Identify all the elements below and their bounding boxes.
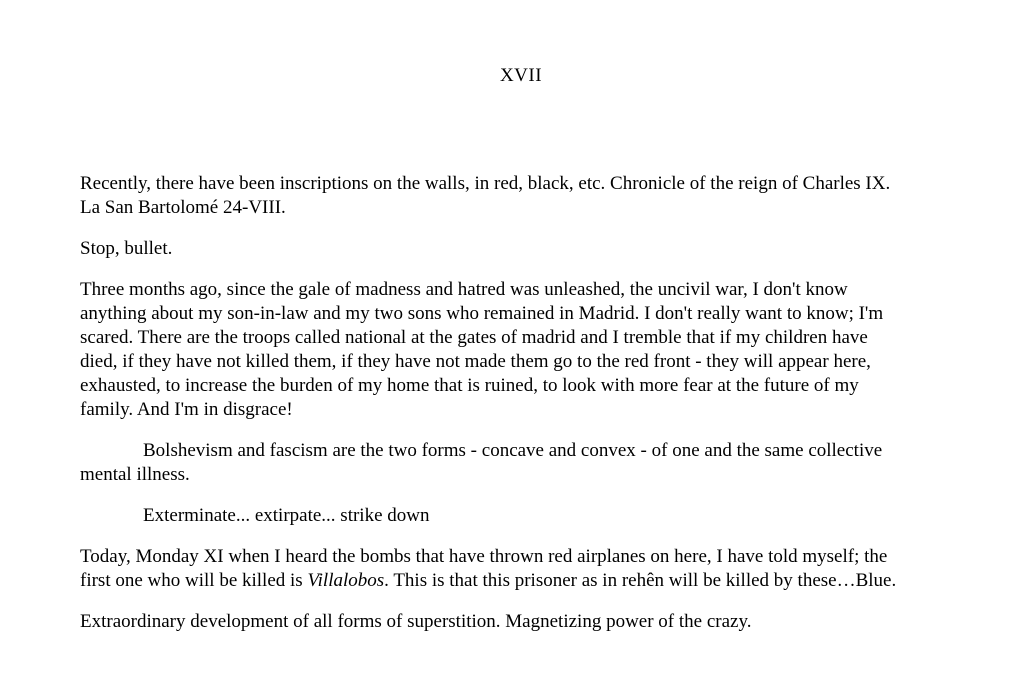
paragraph-inscriptions: Recently, there have been inscriptions on the walls, in red, black, etc. Chronicle of the reign of Charles IX. La San Bartolomé 24-VIII. (80, 173, 891, 218)
paragraph-three-months: Three months ago, since the gale of madness and hatred was unleashed, the uncivil war, I don't know anything about my son-in-law and my two sons who remained in Madrid. I don't really want to know; I'm scared. There are the troops called national at the gates of madrid and I tremble that if my children have died, if they have not killed them, if they have not made them go to the red front - they will appear here, exhausted, to increase the burden of my home that is ruined, to look with more fear at the future of my family. And I'm in disgrace! (80, 279, 884, 420)
paragraph-stop-bullet: Stop, bullet. (80, 238, 173, 259)
paragraph-today-monday-start: Today, Monday XI when I heard the bombs that have thrown red airplanes on here, I have told myself; the first one who will be killed is (80, 546, 888, 591)
paragraph-today-monday (80, 545, 910, 593)
paragraph-today-monday-end: . This is that this prisoner as in rehên will be killed by these…Blue. (384, 570, 897, 591)
paragraph-superstition: Extraordinary development of all forms of superstition. Magnetizing power of the crazy. (80, 611, 752, 632)
paragraph-bolshevism: Bolshevism and fascism are the two forms - concave and convex - of one and the same collective mental illness. (80, 440, 883, 485)
document-body (80, 172, 910, 651)
paragraph-exterminate: Exterminate... extirpate... strike down (143, 505, 430, 526)
chapter-heading: XVII (499, 65, 543, 86)
paragraph-today-monday-italic: Villalobos (307, 570, 385, 591)
